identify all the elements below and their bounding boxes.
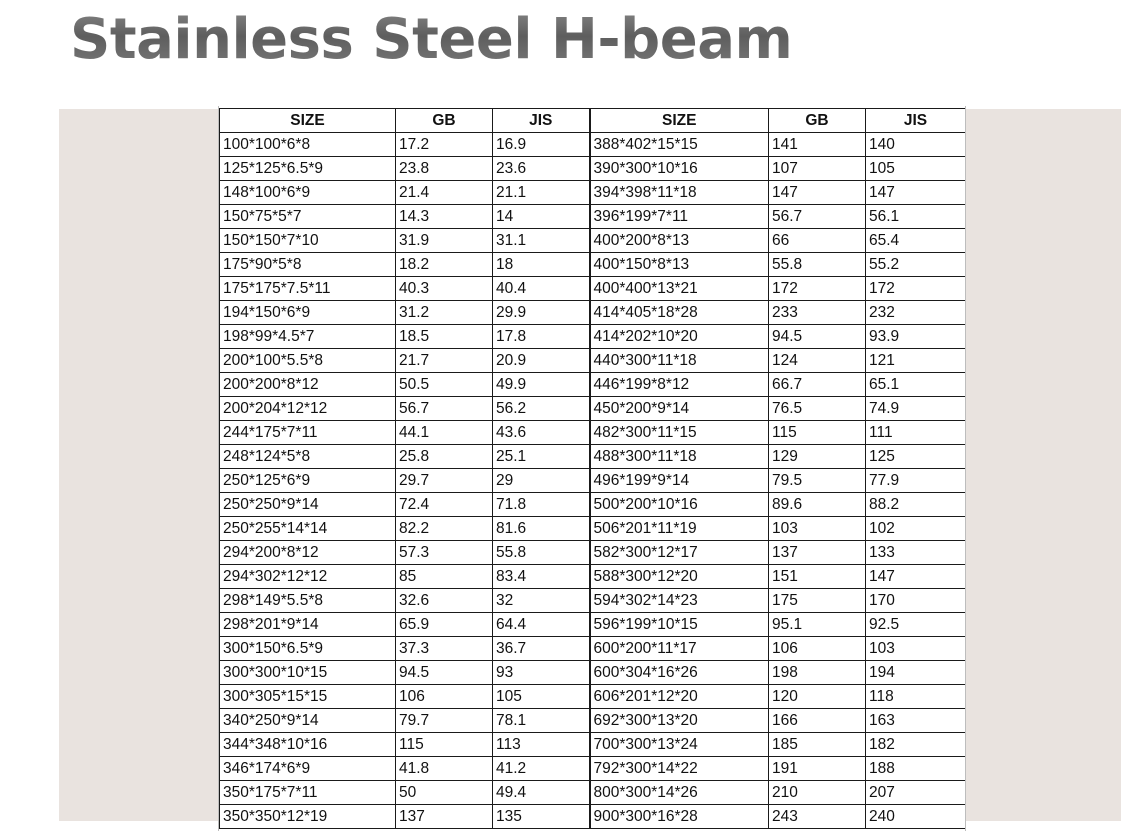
- table-row: [220, 493, 966, 517]
- table-row: [220, 541, 966, 565]
- cell-gb-1: 41.8: [396, 757, 493, 781]
- cell-size-2: 388*402*15*15: [590, 133, 769, 157]
- cell-size-1: 250*125*6*9: [220, 469, 396, 493]
- cell-size-2: 800*300*14*26: [590, 781, 769, 805]
- header-jis-1: JIS: [493, 109, 590, 133]
- table-row: [220, 757, 966, 781]
- cell-size-2: 396*199*7*11: [590, 205, 769, 229]
- header-row: [220, 109, 966, 133]
- cell-gb-1: 14.3: [396, 205, 493, 229]
- cell-jis-1: 41.2: [493, 757, 590, 781]
- cell-gb-1: 50.5: [396, 373, 493, 397]
- cell-jis-1: 113: [493, 733, 590, 757]
- cell-jis-1: 43.6: [493, 421, 590, 445]
- cell-jis-2: 88.2: [866, 493, 966, 517]
- cell-jis-2: 55.2: [866, 253, 966, 277]
- cell-gb-1: 31.2: [396, 301, 493, 325]
- cell-size-2: 482*300*11*15: [590, 421, 769, 445]
- cell-gb-2: 198: [769, 661, 866, 685]
- cell-size-2: 446*199*8*12: [590, 373, 769, 397]
- table-row: [220, 157, 966, 181]
- cell-jis-2: 207: [866, 781, 966, 805]
- cell-gb-1: 137: [396, 805, 493, 829]
- cell-jis-2: 118: [866, 685, 966, 709]
- cell-size-1: 248*124*5*8: [220, 445, 396, 469]
- table-row: [220, 637, 966, 661]
- cell-gb-1: 17.2: [396, 133, 493, 157]
- cell-size-2: 700*300*13*24: [590, 733, 769, 757]
- cell-gb-2: 147: [769, 181, 866, 205]
- cell-jis-1: 17.8: [493, 325, 590, 349]
- cell-gb-1: 85: [396, 565, 493, 589]
- cell-gb-2: 94.5: [769, 325, 866, 349]
- cell-gb-2: 103: [769, 517, 866, 541]
- table-row: [220, 229, 966, 253]
- cell-size-2: 582*300*12*17: [590, 541, 769, 565]
- cell-jis-2: 56.1: [866, 205, 966, 229]
- cell-jis-1: 49.4: [493, 781, 590, 805]
- cell-gb-1: 31.9: [396, 229, 493, 253]
- cell-jis-1: 81.6: [493, 517, 590, 541]
- cell-jis-2: 170: [866, 589, 966, 613]
- table-row: [220, 589, 966, 613]
- cell-jis-2: 105: [866, 157, 966, 181]
- cell-size-2: 692*300*13*20: [590, 709, 769, 733]
- cell-size-2: 394*398*11*18: [590, 181, 769, 205]
- cell-size-1: 350*350*12*19: [220, 805, 396, 829]
- cell-jis-1: 32: [493, 589, 590, 613]
- cell-jis-2: 163: [866, 709, 966, 733]
- cell-gb-1: 79.7: [396, 709, 493, 733]
- cell-gb-1: 65.9: [396, 613, 493, 637]
- cell-size-2: 400*400*13*21: [590, 277, 769, 301]
- cell-size-2: 606*201*12*20: [590, 685, 769, 709]
- cell-jis-2: 74.9: [866, 397, 966, 421]
- table-row: [220, 325, 966, 349]
- cell-gb-2: 120: [769, 685, 866, 709]
- table-row: [220, 781, 966, 805]
- cell-gb-1: 32.6: [396, 589, 493, 613]
- cell-size-1: 250*255*14*14: [220, 517, 396, 541]
- cell-size-2: 400*200*8*13: [590, 229, 769, 253]
- cell-size-2: 506*201*11*19: [590, 517, 769, 541]
- cell-gb-2: 66: [769, 229, 866, 253]
- cell-gb-1: 56.7: [396, 397, 493, 421]
- cell-size-2: 600*200*11*17: [590, 637, 769, 661]
- cell-size-1: 150*150*7*10: [220, 229, 396, 253]
- table-row: [220, 253, 966, 277]
- cell-size-1: 300*305*15*15: [220, 685, 396, 709]
- cell-size-2: 588*300*12*20: [590, 565, 769, 589]
- cell-jis-2: 188: [866, 757, 966, 781]
- cell-size-2: 414*202*10*20: [590, 325, 769, 349]
- cell-size-1: 350*175*7*11: [220, 781, 396, 805]
- cell-gb-1: 21.4: [396, 181, 493, 205]
- cell-jis-2: 172: [866, 277, 966, 301]
- cell-gb-1: 21.7: [396, 349, 493, 373]
- cell-jis-2: 102: [866, 517, 966, 541]
- cell-size-1: 175*175*7.5*11: [220, 277, 396, 301]
- cell-gb-2: 175: [769, 589, 866, 613]
- cell-jis-1: 29: [493, 469, 590, 493]
- cell-size-1: 100*100*6*8: [220, 133, 396, 157]
- table-row: [220, 421, 966, 445]
- cell-size-1: 200*200*8*12: [220, 373, 396, 397]
- table-row: [220, 373, 966, 397]
- cell-size-1: 340*250*9*14: [220, 709, 396, 733]
- table-row: [220, 133, 966, 157]
- cell-jis-1: 25.1: [493, 445, 590, 469]
- table-row: [220, 349, 966, 373]
- cell-gb-2: 79.5: [769, 469, 866, 493]
- cell-jis-1: 55.8: [493, 541, 590, 565]
- table-row: [220, 469, 966, 493]
- cell-gb-1: 82.2: [396, 517, 493, 541]
- cell-gb-1: 94.5: [396, 661, 493, 685]
- cell-gb-1: 40.3: [396, 277, 493, 301]
- header-gb-2: GB: [769, 109, 866, 133]
- cell-size-1: 298*149*5.5*8: [220, 589, 396, 613]
- cell-gb-1: 18.2: [396, 253, 493, 277]
- table-row: [220, 613, 966, 637]
- cell-size-1: 346*174*6*9: [220, 757, 396, 781]
- header-jis-2: JIS: [866, 109, 966, 133]
- table-row: [220, 805, 966, 829]
- cell-gb-1: 18.5: [396, 325, 493, 349]
- cell-jis-1: 71.8: [493, 493, 590, 517]
- cell-size-1: 244*175*7*11: [220, 421, 396, 445]
- cell-jis-1: 14: [493, 205, 590, 229]
- cell-gb-1: 115: [396, 733, 493, 757]
- cell-jis-1: 29.9: [493, 301, 590, 325]
- cell-size-1: 200*100*5.5*8: [220, 349, 396, 373]
- cell-jis-2: 147: [866, 181, 966, 205]
- cell-gb-1: 29.7: [396, 469, 493, 493]
- cell-jis-2: 232: [866, 301, 966, 325]
- cell-jis-2: 125: [866, 445, 966, 469]
- cell-size-2: 390*300*10*16: [590, 157, 769, 181]
- cell-gb-1: 44.1: [396, 421, 493, 445]
- cell-size-1: 298*201*9*14: [220, 613, 396, 637]
- table-row: [220, 397, 966, 421]
- cell-jis-2: 111: [866, 421, 966, 445]
- cell-jis-2: 147: [866, 565, 966, 589]
- cell-gb-2: 56.7: [769, 205, 866, 229]
- table-body: [220, 133, 966, 829]
- cell-jis-2: 103: [866, 637, 966, 661]
- cell-jis-1: 40.4: [493, 277, 590, 301]
- cell-size-2: 900*300*16*28: [590, 805, 769, 829]
- cell-jis-1: 49.9: [493, 373, 590, 397]
- cell-gb-2: 89.6: [769, 493, 866, 517]
- cell-jis-2: 93.9: [866, 325, 966, 349]
- cell-gb-2: 115: [769, 421, 866, 445]
- cell-gb-2: 107: [769, 157, 866, 181]
- cell-jis-2: 194: [866, 661, 966, 685]
- cell-jis-1: 18: [493, 253, 590, 277]
- cell-jis-1: 105: [493, 685, 590, 709]
- cell-size-2: 450*200*9*14: [590, 397, 769, 421]
- table-row: [220, 205, 966, 229]
- header-size-2: SIZE: [590, 109, 769, 133]
- cell-size-1: 294*200*8*12: [220, 541, 396, 565]
- table-header: [220, 109, 966, 133]
- cell-size-2: 600*304*16*26: [590, 661, 769, 685]
- page-title: Stainless Steel H-beam: [70, 4, 792, 76]
- h-beam-spec-table: [219, 108, 966, 829]
- cell-gb-2: 124: [769, 349, 866, 373]
- cell-size-2: 440*300*11*18: [590, 349, 769, 373]
- cell-gb-2: 55.8: [769, 253, 866, 277]
- cell-size-1: 344*348*10*16: [220, 733, 396, 757]
- cell-jis-2: 65.4: [866, 229, 966, 253]
- header-gb-1: GB: [396, 109, 493, 133]
- cell-gb-1: 37.3: [396, 637, 493, 661]
- cell-jis-1: 56.2: [493, 397, 590, 421]
- cell-gb-1: 57.3: [396, 541, 493, 565]
- cell-gb-2: 233: [769, 301, 866, 325]
- table-row: [220, 181, 966, 205]
- cell-gb-2: 137: [769, 541, 866, 565]
- cell-size-1: 194*150*6*9: [220, 301, 396, 325]
- cell-gb-2: 66.7: [769, 373, 866, 397]
- table-row: [220, 565, 966, 589]
- cell-jis-2: 133: [866, 541, 966, 565]
- cell-gb-2: 129: [769, 445, 866, 469]
- table-row: [220, 685, 966, 709]
- cell-size-1: 200*204*12*12: [220, 397, 396, 421]
- cell-gb-1: 106: [396, 685, 493, 709]
- cell-jis-1: 83.4: [493, 565, 590, 589]
- cell-gb-1: 50: [396, 781, 493, 805]
- spec-sheet: [218, 106, 966, 831]
- cell-jis-2: 182: [866, 733, 966, 757]
- cell-jis-2: 121: [866, 349, 966, 373]
- cell-size-2: 792*300*14*22: [590, 757, 769, 781]
- cell-jis-2: 140: [866, 133, 966, 157]
- cell-gb-2: 243: [769, 805, 866, 829]
- cell-gb-1: 25.8: [396, 445, 493, 469]
- cell-jis-2: 240: [866, 805, 966, 829]
- cell-size-2: 414*405*18*28: [590, 301, 769, 325]
- cell-size-2: 496*199*9*14: [590, 469, 769, 493]
- table-row: [220, 445, 966, 469]
- table-row: [220, 277, 966, 301]
- cell-gb-2: 141: [769, 133, 866, 157]
- cell-size-1: 125*125*6.5*9: [220, 157, 396, 181]
- cell-jis-1: 16.9: [493, 133, 590, 157]
- cell-gb-2: 185: [769, 733, 866, 757]
- cell-gb-2: 210: [769, 781, 866, 805]
- cell-size-2: 500*200*10*16: [590, 493, 769, 517]
- cell-gb-2: 191: [769, 757, 866, 781]
- cell-jis-1: 31.1: [493, 229, 590, 253]
- cell-size-1: 300*150*6.5*9: [220, 637, 396, 661]
- table-row: [220, 661, 966, 685]
- cell-jis-1: 135: [493, 805, 590, 829]
- cell-jis-2: 92.5: [866, 613, 966, 637]
- cell-gb-2: 172: [769, 277, 866, 301]
- cell-size-2: 488*300*11*18: [590, 445, 769, 469]
- cell-gb-1: 72.4: [396, 493, 493, 517]
- cell-size-1: 148*100*6*9: [220, 181, 396, 205]
- cell-jis-1: 64.4: [493, 613, 590, 637]
- cell-size-1: 300*300*10*15: [220, 661, 396, 685]
- cell-gb-2: 95.1: [769, 613, 866, 637]
- cell-jis-1: 20.9: [493, 349, 590, 373]
- cell-size-2: 400*150*8*13: [590, 253, 769, 277]
- cell-gb-2: 76.5: [769, 397, 866, 421]
- cell-jis-2: 77.9: [866, 469, 966, 493]
- table-row: [220, 517, 966, 541]
- cell-jis-1: 93: [493, 661, 590, 685]
- cell-size-1: 250*250*9*14: [220, 493, 396, 517]
- cell-jis-2: 65.1: [866, 373, 966, 397]
- cell-jis-1: 78.1: [493, 709, 590, 733]
- cell-gb-2: 151: [769, 565, 866, 589]
- cell-gb-2: 166: [769, 709, 866, 733]
- cell-size-1: 150*75*5*7: [220, 205, 396, 229]
- cell-size-2: 594*302*14*23: [590, 589, 769, 613]
- header-size-1: SIZE: [220, 109, 396, 133]
- cell-gb-1: 23.8: [396, 157, 493, 181]
- table-row: [220, 709, 966, 733]
- table-row: [220, 733, 966, 757]
- cell-size-1: 175*90*5*8: [220, 253, 396, 277]
- cell-size-1: 294*302*12*12: [220, 565, 396, 589]
- cell-size-2: 596*199*10*15: [590, 613, 769, 637]
- table-row: [220, 301, 966, 325]
- cell-jis-1: 23.6: [493, 157, 590, 181]
- cell-gb-2: 106: [769, 637, 866, 661]
- cell-size-1: 198*99*4.5*7: [220, 325, 396, 349]
- cell-jis-1: 36.7: [493, 637, 590, 661]
- cell-jis-1: 21.1: [493, 181, 590, 205]
